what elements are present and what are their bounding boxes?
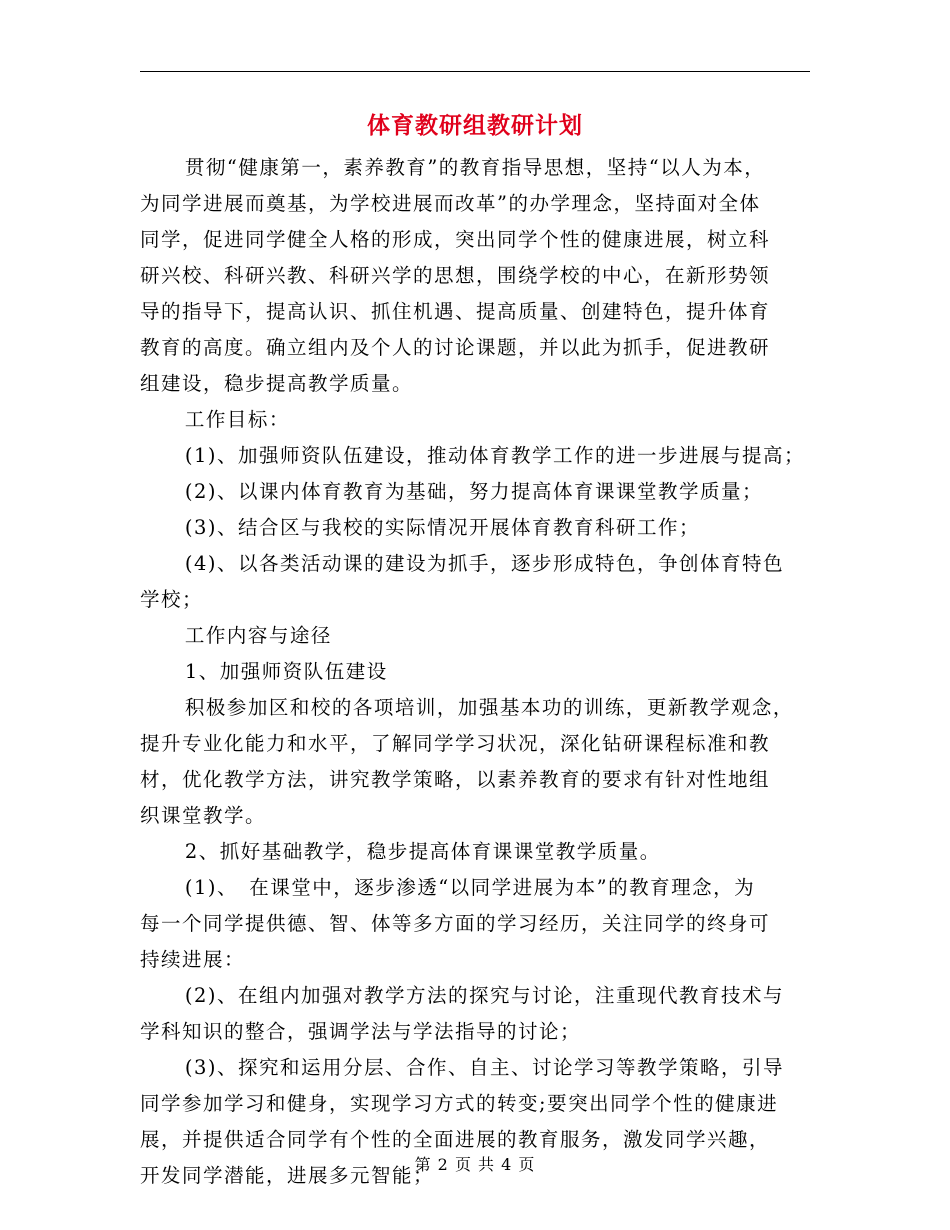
paragraph: [140, 510, 812, 546]
paragraph-line: 同学参加学习和健身，实现学习方式的转变;要突出同学个性的健康进: [140, 1092, 779, 1115]
paragraph-line: 展，并提供适合同学有个性的全面进展的教育服务，激发同学兴趣，: [140, 1128, 771, 1151]
page-number: 第 2 页 共 4 页: [414, 1155, 536, 1174]
paragraph-line: 同学，促进同学健全人格的形成，突出同学个性的健康进展，树立科: [140, 228, 771, 251]
paragraph-line: (2)、在组内加强对教学方法的探究与讨论，注重现代教育技术与: [184, 984, 784, 1007]
paragraph-line: 组建设，稳步提高教学质量。: [140, 372, 414, 395]
paragraph: [140, 150, 812, 402]
paragraph-line: 导的指导下，提高认识、抓住机遇、提高质量、创建特色，提升体育: [140, 300, 771, 323]
paragraph-line: (4)、以各类活动课的建设为抓手，逐步形成特色，争创体育特色: [184, 552, 784, 575]
paragraph: [140, 834, 812, 870]
paragraph-line: 持续进展：: [140, 948, 246, 971]
paragraph-line: 工作内容与途径: [184, 624, 332, 647]
paragraph-line: 材，优化教学方法，讲究教学策略，以素养教育的要求有针对性地组: [140, 768, 771, 791]
paragraph: [140, 690, 812, 834]
header-rule: [140, 71, 810, 72]
paragraph-line: (1)、加强师资队伍建设，推动体育教学工作的进一步进展与提高；: [184, 444, 805, 467]
paragraph-line: 学科知识的整合，强调学法与学法指导的讨论；: [140, 1020, 582, 1043]
paragraph-line: (3)、结合区与我校的实际情况开展体育教育科研工作；: [184, 516, 700, 539]
paragraph-line: 学校；: [140, 588, 204, 611]
paragraph-line: (2)、以课内体育教育为基础，努力提高体育课课堂教学质量；: [184, 480, 763, 503]
document-body: [140, 150, 812, 1194]
paragraph-line: 织课堂教学。: [140, 804, 267, 827]
paragraph: [140, 438, 812, 474]
paragraph-line: 1、加强师资队伍建设: [184, 660, 388, 683]
paragraph-line: (1)、 在课堂中，逐步渗透“以同学进展为本”的教育理念，为: [184, 876, 756, 899]
paragraph-line: 为同学进展而奠基，为学校进展而改革”的办学理念，坚持面对全体: [140, 192, 761, 215]
paragraph: [140, 870, 812, 978]
paragraph-line: 工作目标：: [184, 408, 290, 431]
paragraph-line: 积极参加区和校的各项培训，加强基本功的训练，更新教学观念，: [184, 696, 794, 719]
paragraph-line: 教育的高度。确立组内及个人的讨论课题，并以此为抓手，促进教研: [140, 336, 771, 359]
paragraph: [140, 978, 812, 1050]
paragraph: [140, 474, 812, 510]
paragraph-line: 2、抓好基础教学，稳步提高体育课课堂教学质量。: [184, 840, 661, 863]
paragraph-line: 研兴校、科研兴教、科研兴学的思想，围绕学校的中心，在新形势领: [140, 264, 771, 287]
paragraph: [140, 402, 812, 438]
document-title: 体育教研组教研计划: [367, 112, 583, 139]
paragraph-line: 提升专业化能力和水平，了解同学学习状况，深化钻研课程标准和教: [140, 732, 771, 755]
paragraph-line: (3)、探究和运用分层、合作、自主、讨论学习等教学策略，引导: [184, 1056, 784, 1079]
paragraph: [140, 618, 812, 654]
paragraph-line: 开发同学潜能，进展多元智能；: [140, 1164, 435, 1187]
paragraph: [140, 546, 812, 618]
paragraph: [140, 654, 812, 690]
paragraph-line: 每一个同学提供德、智、体等多方面的学习经历，关注同学的终身可: [140, 912, 771, 935]
paragraph-line: 贯彻“健康第一，素养教育”的教育指导思想，坚持“以人为本，: [184, 156, 766, 179]
